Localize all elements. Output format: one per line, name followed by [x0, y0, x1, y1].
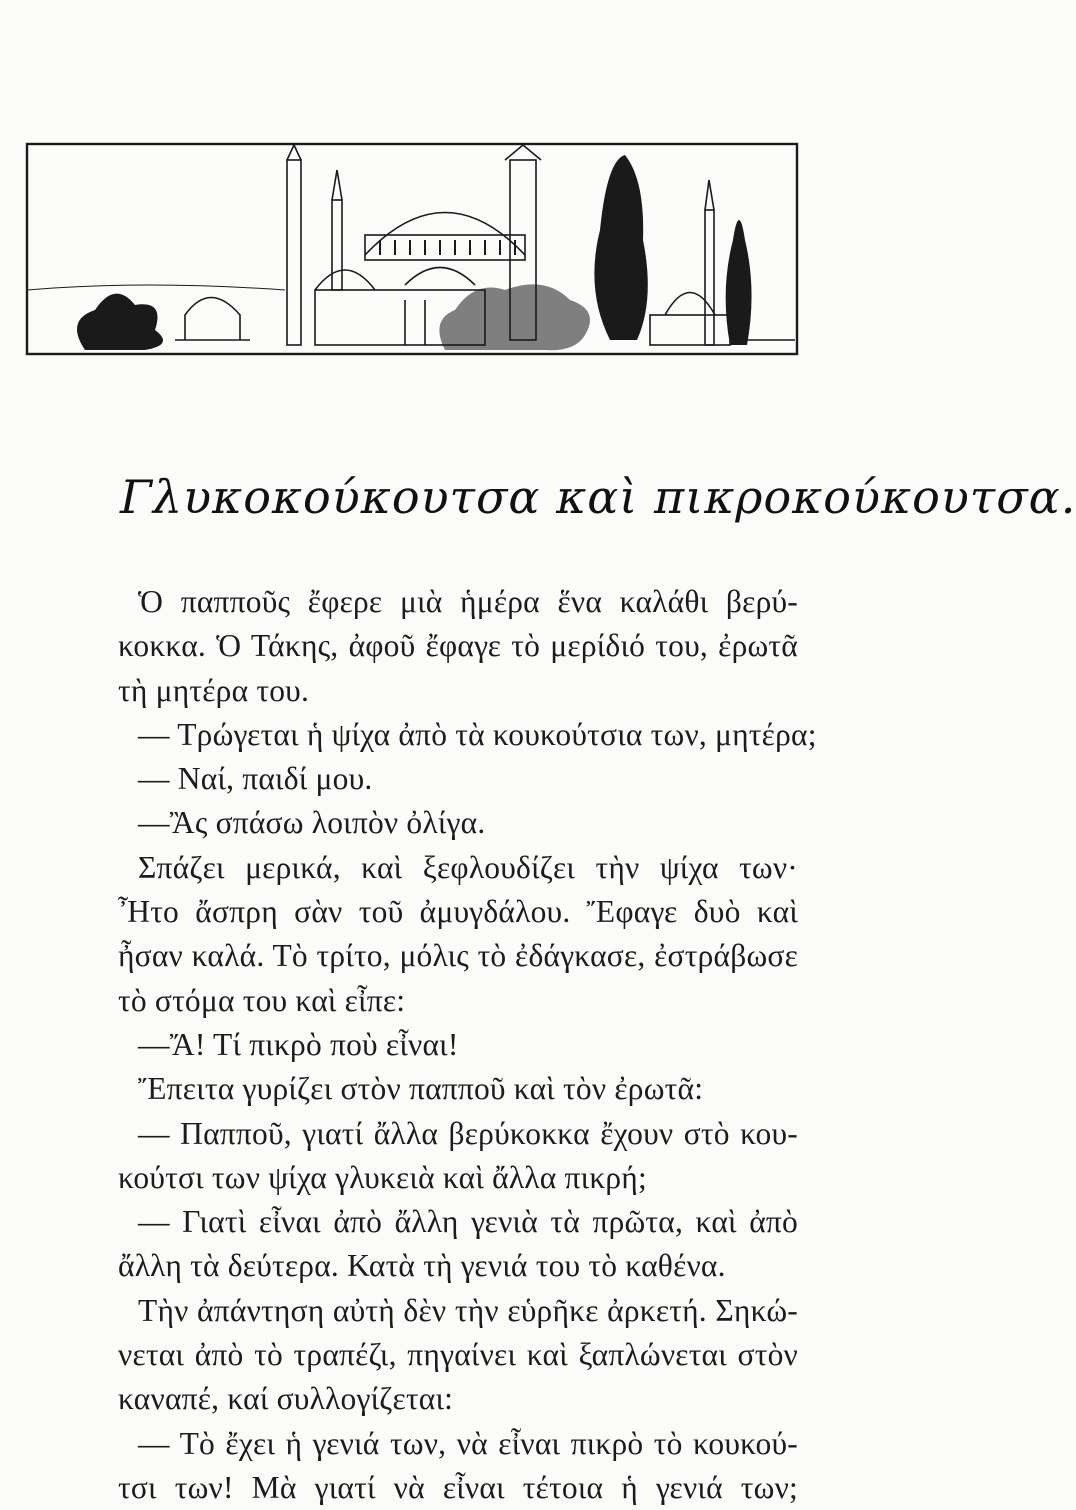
text-line: —Ἂς σπάσω λοιπὸν ὀλίγα.	[138, 805, 486, 841]
mosque-illustration-drawing	[25, 140, 801, 358]
mosque-illustration	[25, 140, 801, 358]
text-line: τὸ στόμα του καὶ εἶπε:	[118, 982, 406, 1018]
text-line: νεται ἀπὸ τὸ τραπέζι, πηγαίνει καὶ ξαπλώνεται στὸν	[118, 1337, 798, 1373]
text-line: Ἦτο ἄσπρη σὰν τοῦ ἀμυγδάλου. Ἔφαγε δυὸ καὶ	[118, 894, 798, 930]
text-line: κούτσι των ψίχα γλυκειὰ καὶ ἄλλα πικρή;	[118, 1159, 647, 1195]
body-text	[118, 580, 817, 1510]
text-line: τσι των! Μὰ γιατί νὰ εἶναι τέτοια ἡ γενιά των;	[118, 1469, 798, 1505]
chapter-title: Γλυκοκούκουτσα καὶ πικροκούκουτσα.	[120, 470, 1076, 524]
text-line: καναπέ, καί συλλογίζεται:	[118, 1381, 454, 1417]
text-line: Σπάζει μερικά, καὶ ξεφλουδίζει τὴν ψίχα των·	[138, 849, 798, 885]
text-line: — Ναί, παιδί μου.	[138, 761, 373, 797]
text-line: κοκκα. Ὁ Τάκης, ἀφοῦ ἔφαγε τὸ μερίδιό του, ἐρωτᾶ	[118, 628, 798, 664]
text-line: Ἔπειτα γυρίζει στὸν παπποῦ καὶ τὸν ἐρωτᾶ:	[138, 1071, 704, 1107]
text-line: — Παπποῦ, γιατί ἄλλα βερύκοκκα ἔχουν στὸ κου-	[138, 1115, 798, 1151]
text-line: —Ἄ! Τί πικρὸ ποὺ εἶναι!	[138, 1026, 459, 1062]
text-line: — Τρώγεται ἡ ψίχα ἀπὸ τὰ κουκούτσια των, μητέρα;	[138, 716, 817, 752]
text-line: ἦσαν καλά. Τὸ τρίτο, μόλις τὸ ἐδάγκασε, ἐστράβωσε	[118, 938, 798, 974]
text-line: Ὁ παπποῦς ἔφερε μιὰ ἡμέρα ἕνα καλάθι βερύ-	[138, 584, 798, 619]
text-line: ἄλλη τὰ δεύτερα. Κατὰ τὴ γενιά του τὸ καθένα.	[118, 1248, 726, 1284]
text-line: τὴ μητέρα του.	[118, 672, 310, 708]
text-line: — Τὸ ἔχει ἡ γενιά των, νὰ εἶναι πικρὸ τὸ κουκού-	[138, 1425, 798, 1461]
text-line: Τὴν ἀπάντηση αὐτὴ δὲν τὴν εὑρῆκε ἀρκετή. Σηκώ-	[138, 1292, 798, 1328]
text-line: — Γιατὶ εἶναι ἀπὸ ἄλλη γενιὰ τὰ πρῶτα, καὶ ἀπὸ	[138, 1204, 798, 1240]
